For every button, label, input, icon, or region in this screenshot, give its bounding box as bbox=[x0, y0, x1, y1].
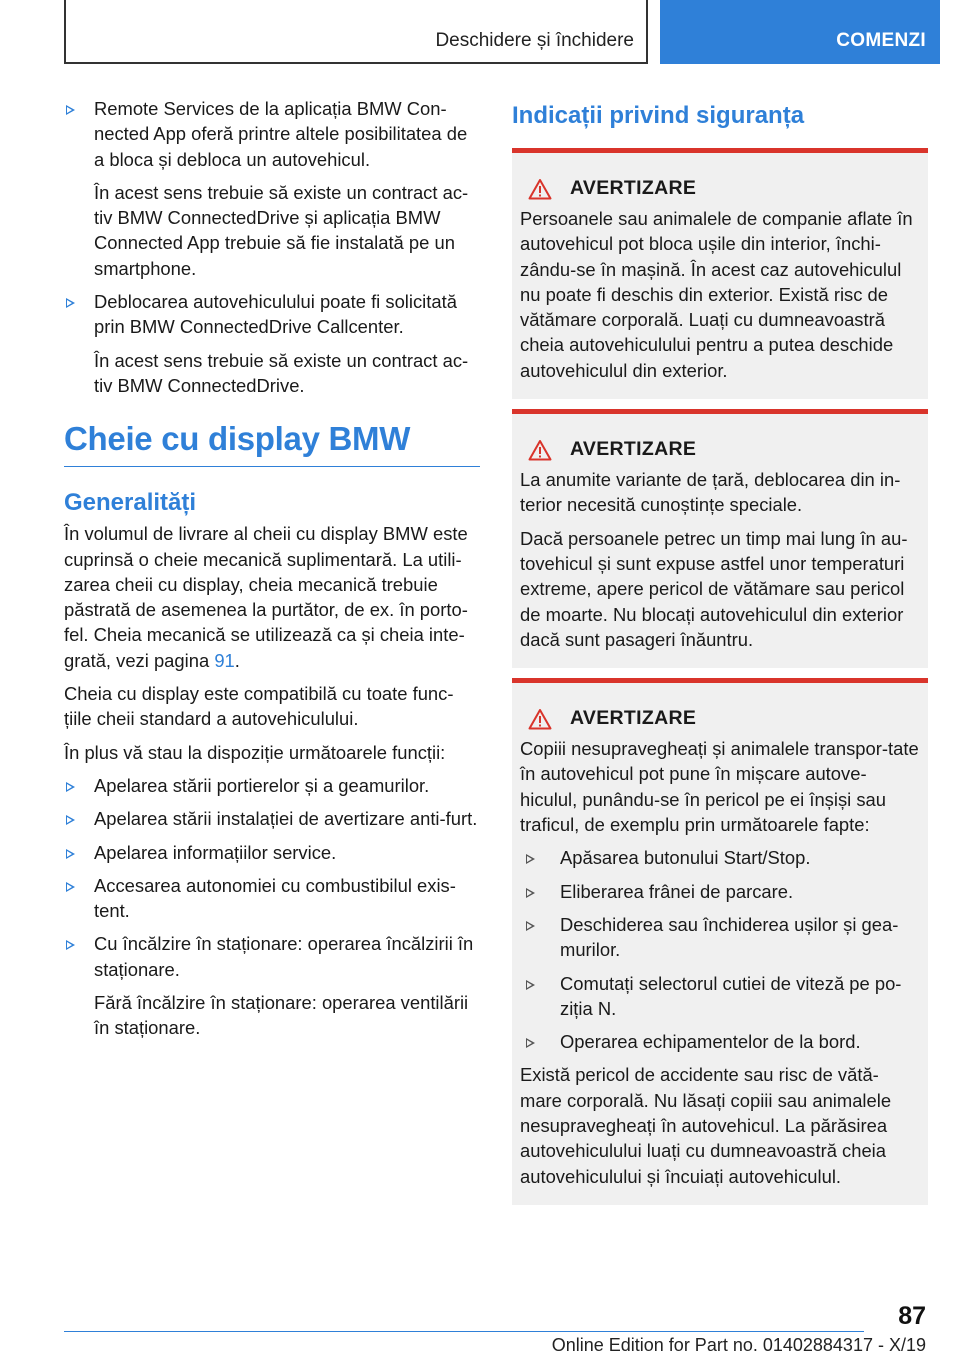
list-item bbox=[524, 879, 920, 904]
bullet-triangle-icon bbox=[66, 882, 75, 892]
subsection-heading: Generalități bbox=[64, 489, 197, 517]
warning-text: La anumite variante de țară, deblocarea din in-terior necesită cunoștințe speciale. bbox=[520, 469, 901, 516]
intro-paragraph-end: . bbox=[234, 649, 240, 671]
bullet-triangle-icon bbox=[526, 854, 535, 864]
list-item bbox=[524, 845, 920, 870]
warning-title bbox=[520, 177, 920, 200]
bullet-triangle-icon bbox=[526, 921, 535, 931]
list-item bbox=[524, 912, 920, 963]
warning-box bbox=[512, 148, 928, 399]
list-item-text: Fără încălzire în staționare: operarea ventilării în staționare. bbox=[94, 992, 469, 1039]
page-number: 87 bbox=[898, 1302, 926, 1330]
intro-bullet-list bbox=[64, 96, 480, 398]
functions-intro: În plus vă stau la dispoziție următoarele funcții: bbox=[64, 741, 446, 763]
list-item-text: Apelarea stării portierelor și a geamurilor. bbox=[94, 774, 430, 796]
warning-text: Persoanele sau animalele de companie aflate în autovehicul pot bloca ușile din interior, închi-zându-se în mașină. În acest caz autovehiculul nu poate fi deschis din exterior. Există risc de vătămare corporală. Luați cu dumneavoastră cheia autovehiculului pentru a putea deschide autovehiculul din exterior. bbox=[520, 208, 913, 381]
warning-label: AVERTIZARE bbox=[570, 707, 697, 730]
warning-title bbox=[520, 707, 920, 730]
function-bullet-list bbox=[64, 773, 480, 1041]
list-item bbox=[64, 873, 480, 924]
section-title: Deschidere și închidere bbox=[435, 30, 634, 51]
list-item bbox=[64, 289, 480, 398]
list-item-text: Comutați selectorul cutiei de viteză pe po-ziția N. bbox=[560, 972, 902, 1019]
bullet-triangle-icon bbox=[66, 849, 75, 859]
section-heading: Cheie cu display BMW bbox=[64, 420, 480, 467]
bullet-triangle-icon bbox=[66, 782, 75, 792]
footer-edition: Online Edition for Part no. 01402884317 - X/19 bbox=[551, 1335, 926, 1355]
warning-label: AVERTIZARE bbox=[570, 438, 697, 461]
warning-text: Dacă persoanele petrec un timp mai lung în au-tovehicul și sunt expuse astfel unor temperaturi extreme, apere pericol de vătămare sau pericol de moarte. Nu blocați autovehiculul din exterior dacă sunt pasageri înăuntru. bbox=[520, 527, 908, 650]
warning-triangle-icon bbox=[528, 708, 552, 730]
left-column bbox=[64, 96, 480, 1049]
list-item bbox=[524, 1029, 920, 1054]
chapter-tab[interactable] bbox=[660, 0, 940, 64]
list-item bbox=[64, 773, 480, 798]
list-item bbox=[64, 806, 480, 831]
list-item-text: Apelarea stării instalației de avertizare anti-furt. bbox=[94, 808, 478, 830]
chapter-tab-label: COMENZI bbox=[836, 30, 926, 51]
list-item bbox=[524, 971, 920, 1022]
list-item-text: Apăsarea butonului Start/Stop. bbox=[560, 847, 811, 869]
warning-triangle-icon bbox=[528, 439, 552, 461]
bullet-triangle-icon bbox=[66, 940, 75, 950]
right-column bbox=[512, 96, 928, 1215]
warnings-list bbox=[512, 148, 928, 1205]
intro-paragraph-text: În volumul de livrare al cheii cu display BMW este cuprinsă o cheie mecanică suplimentară. La utili-zarea cheii cu display, cheia mecanică trebuie păstrată de asemenea la purtător, de ex. în porto-fel. Cheia mecanică se utilizează ca și cheia inte-grată, vezi pagina bbox=[64, 523, 468, 671]
bullet-triangle-icon bbox=[526, 888, 535, 898]
warning-text: Copiii nesupravegheați și animalele transpor-tate în autovehicul pot pune în mișcare autove-hiculul, punându-se în pericol pe ei înșiși sau traficul, de exemplu prin următoarele fapte: bbox=[520, 738, 919, 836]
compat-paragraph: Cheia cu display este compatibilă cu toate func-țiile cheii standard a autovehiculului. bbox=[64, 683, 454, 730]
page-link[interactable]: 91 bbox=[214, 649, 235, 671]
list-item bbox=[64, 96, 480, 281]
header-frame bbox=[64, 0, 648, 64]
list-item-text: În acest sens trebuie să existe un contract ac-tiv BMW ConnectedDrive și aplicația BMW Connected App trebuie să fie instalată pe un smartphone. bbox=[94, 181, 469, 279]
warning-box bbox=[512, 678, 928, 1205]
bullet-triangle-icon bbox=[66, 105, 75, 115]
list-item-text: Remote Services de la aplicația BMW Con-nected App oferă printre altele posibilitatea de a bloca și debloca un autovehicul. bbox=[94, 98, 468, 170]
list-item bbox=[64, 840, 480, 865]
footer-divider bbox=[64, 1331, 864, 1332]
intro-paragraph bbox=[64, 521, 480, 673]
list-item-text: Deschiderea sau închiderea ușilor și gea-murilor. bbox=[560, 913, 899, 961]
bullet-triangle-icon bbox=[66, 815, 75, 825]
bullet-triangle-icon bbox=[526, 1038, 535, 1048]
list-item-text: Apelarea informațiilor service. bbox=[94, 841, 337, 863]
list-item-text: În acest sens trebuie să existe un contract ac-tiv BMW ConnectedDrive. bbox=[94, 349, 469, 396]
list-item-text: Operarea echipamentelor de la bord. bbox=[560, 1031, 861, 1053]
list-item-text: Accesarea autonomiei cu combustibilul exis-tent. bbox=[94, 874, 456, 922]
warning-text: Există pericol de accidente sau risc de vătă-mare corporală. Nu lăsați copiii sau animalele nesupravegheați în autovehicul. La părăsirea autovehiculului luați cu dumneavoastră cheia autovehiculului și încuiați autovehiculul. bbox=[520, 1064, 892, 1187]
list-item-text: Cu încălzire în staționare: operarea încălzirii în staționare. bbox=[94, 933, 474, 980]
warning-label: AVERTIZARE bbox=[570, 177, 697, 199]
list-item-text: Deblocarea autovehiculului poate fi solicitată prin BMW ConnectedDrive Callcenter. bbox=[94, 291, 457, 338]
warning-triangle-icon bbox=[528, 178, 552, 200]
warning-box bbox=[512, 409, 928, 668]
bullet-triangle-icon bbox=[66, 298, 75, 308]
list-item bbox=[64, 931, 480, 1040]
safety-heading: Indicații privind siguranța bbox=[512, 102, 805, 129]
list-item-text: Eliberarea frânei de parcare. bbox=[560, 880, 794, 902]
warning-title bbox=[520, 438, 920, 461]
bullet-triangle-icon bbox=[526, 980, 535, 990]
